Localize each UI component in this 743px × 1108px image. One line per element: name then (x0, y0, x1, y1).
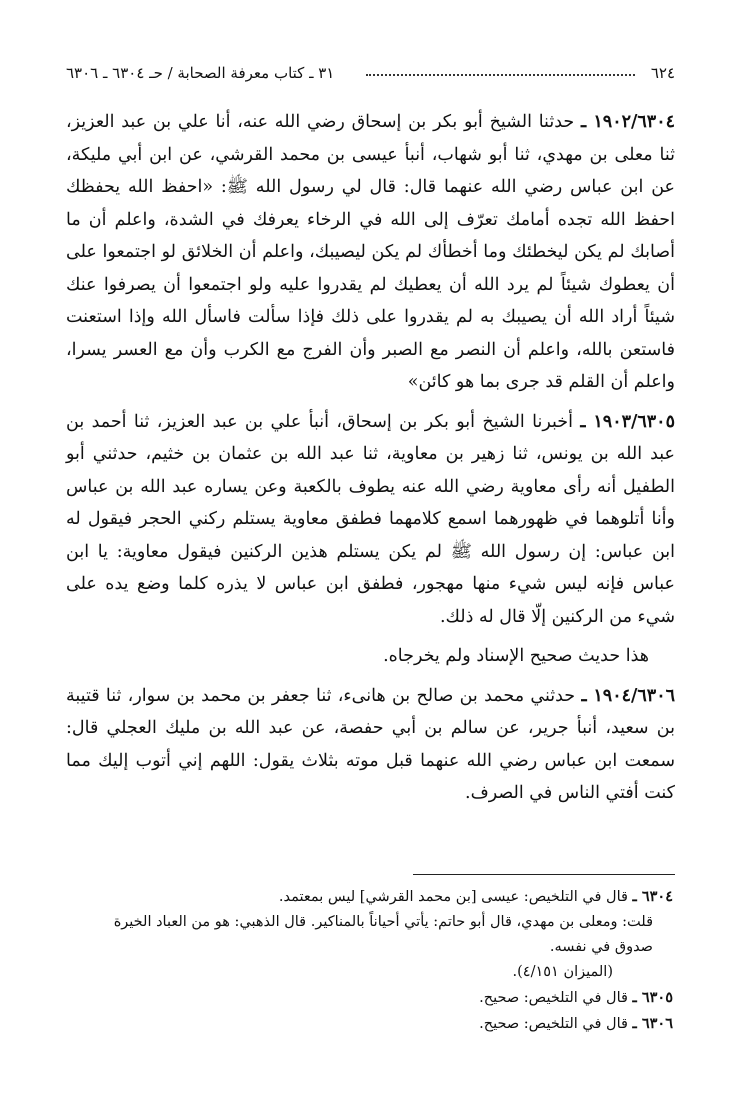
hadith-6306 (66, 680, 675, 810)
main-text (66, 106, 675, 810)
hadith-text: أخبرنا الشيخ أبو بكر بن إسحاق، أنبأ علي بن عبد العزيز، ثنا أحمد بن عبد الله بن يونس، ثنا زهير بن معاوية، ثنا عبد الله بن عثمان بن خثيم، حدثني أبو الطفيل أنه رأى معاوية رضي الله عنه يطوف بالكعبة وعن يساره عبد الله بن عباس وأنا أتلوهما في ظهورهما اسمع كلامهما فطفق معاوية يستلم ركني الحجر فيقول له ابن عباس: إن رسول الله ﷺ لم يكن يستلم هذين الركنين فيقول معاوية: يا ابن عباس فإنه ليس شيء منها مهجور، فطفق ابن عباس لا يذره كلما وضع يده على شيء من الركنين إلّا قال له ذلك. (66, 411, 675, 627)
footnote-6305 (66, 985, 673, 1011)
authenticity-verdict: هذا حديث صحيح الإسناد ولم يخرجاه. (383, 646, 649, 666)
footnote-continuation: صدوق في نفسه. (549, 939, 653, 955)
footnote-6306 (66, 1011, 673, 1037)
footnotes (66, 884, 673, 1037)
hadith-6305 (66, 406, 675, 634)
hadith-number: ١٩٠٣/٦٣٠٥ ـ (580, 411, 675, 432)
page-number: ٦٢٤ (650, 64, 675, 82)
hadith-text: حدثني محمد بن صالح بن هانىء، ثنا جعفر بن محمد بن سوار، ثنا قتيبة بن سعيد، أنبأ جرير، عن سالم بن أبي حفصة، عن عبد الله بن مليك العجلي قال: سمعت ابن عباس رضي الله عنهما قبل موته بثلاث يقول: اللهم إني أتوب إليك مما كنت أفتي الناس في الصرف. (66, 685, 675, 803)
footnote-number: ٦٣٠٤ ـ (632, 888, 673, 905)
footnote-continuation: قلت: ومعلى بن مهدي، قال أبو حاتم: يأتي أحياناً بالمناكير. قال الذهبي: هو من العباد الخيرة (113, 914, 653, 930)
hadith-6304 (66, 106, 675, 399)
footnote-reference: (الميزان ٤/١٥١). (512, 964, 613, 980)
hadith-number: ١٩٠٢/٦٣٠٤ ـ (580, 112, 675, 132)
footnote-separator (413, 874, 675, 875)
hadith-number: ١٩٠٤/٦٣٠٦ ـ (581, 685, 675, 706)
running-header (66, 58, 675, 88)
footnote-number: ٦٣٠٥ ـ (632, 989, 673, 1006)
footnote-text: قال في التلخيص: عيسى [بن محمد القرشي] ليس بمعتمد. (278, 889, 633, 905)
footnote-text: قال في التلخيص: صحيح. (479, 1016, 633, 1032)
footnote-6304 (66, 884, 673, 910)
footnote-text: قال في التلخيص: صحيح. (479, 990, 633, 1006)
footnote-number: ٦٣٠٦ ـ (632, 1015, 673, 1032)
header-title: ٣١ ـ كتاب معرفة الصحابة / حـ ٦٣٠٤ ـ ٦٣٠٦ (66, 64, 335, 82)
header-dotted-leader (366, 74, 635, 76)
hadith-text: حدثنا الشيخ أبو بكر بن إسحاق رضي الله عنه، أنا علي بن عبد العزيز، ثنا معلى بن مهدي، ثنا أبو شهاب، أنبأ عيسى بن محمد القرشي، عن ابن أبي مليكة، عن ابن عباس رضي الله عنهما قال: قال لي رسول الله ﷺ: «احفظ الله يحفظك احفظ الله تجده أمامك تعرّف إلى الله في الرخاء يعرفك في الشدة، واعلم أن ما أصابك لم يكن ليخطئك وما أخطأك لم يكن ليصيبك، واعلم أن الخلائق لو اجتمعوا على أن يعطوك شيئاً لم يرد الله أن يعطيك لم يقدروا عليه ولو اجتمعوا أن يصرفوا عنك شيئاً أراد الله أن يصيبك به لم يقدروا على ذلك فإذا سألت فاسأل الله وإذا استعنت فاستعن بالله، واعلم أن النصر مع الصبر وأن الفرج مع الكرب وأن مع العسر يسرا، واعلم أن القلم قد جرى بما هو كائن» (66, 112, 676, 392)
